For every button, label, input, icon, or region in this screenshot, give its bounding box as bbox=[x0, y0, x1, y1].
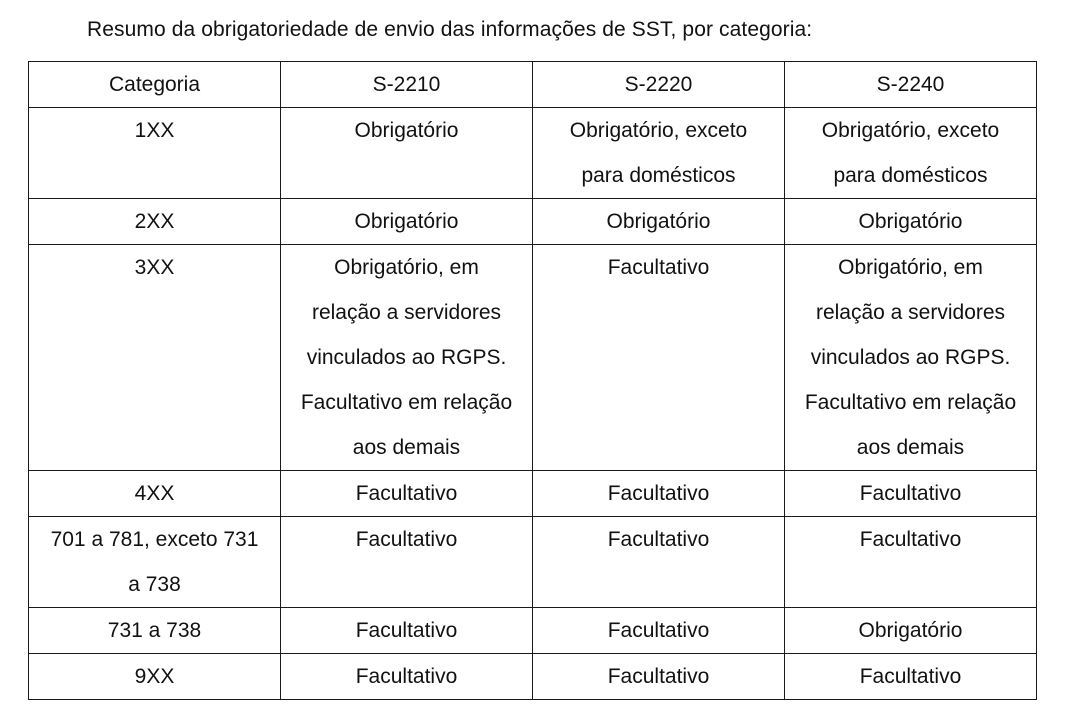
table-row bbox=[29, 199, 1037, 245]
cell-s2210: Facultativo bbox=[281, 608, 533, 654]
cell-s2210: Obrigatório, em relação a servidores vinculados ao RGPS. Facultativo em relação aos demais bbox=[281, 245, 533, 471]
table-row bbox=[29, 245, 1037, 471]
document-title: Resumo da obrigatoriedade de envio das informações de SST, por categoria: bbox=[87, 18, 813, 41]
table-row bbox=[29, 517, 1037, 608]
header-categoria: Categoria bbox=[29, 62, 281, 108]
cell-s2240: Facultativo bbox=[785, 471, 1037, 517]
cell-s2240: Facultativo bbox=[785, 654, 1037, 700]
header-s2210: S-2210 bbox=[281, 62, 533, 108]
cell-categoria: 731 a 738 bbox=[29, 608, 281, 654]
table-row bbox=[29, 608, 1037, 654]
cell-s2210: Obrigatório bbox=[281, 108, 533, 199]
cell-s2220: Facultativo bbox=[533, 471, 785, 517]
header-s2240: S-2240 bbox=[785, 62, 1037, 108]
table-row bbox=[29, 654, 1037, 700]
cell-s2220: Facultativo bbox=[533, 517, 785, 608]
cell-categoria: 2XX bbox=[29, 199, 281, 245]
cell-s2240: Obrigatório, em relação a servidores vinculados ao RGPS. Facultativo em relação aos demais bbox=[785, 245, 1037, 471]
table-header-row bbox=[29, 62, 1037, 108]
cell-s2210: Facultativo bbox=[281, 517, 533, 608]
cell-s2210: Facultativo bbox=[281, 654, 533, 700]
cell-s2210: Facultativo bbox=[281, 471, 533, 517]
cell-s2210: Obrigatório bbox=[281, 199, 533, 245]
cell-categoria: 1XX bbox=[29, 108, 281, 199]
cell-categoria: 9XX bbox=[29, 654, 281, 700]
cell-categoria: 3XX bbox=[29, 245, 281, 471]
cell-s2220: Obrigatório, exceto para domésticos bbox=[533, 108, 785, 199]
sst-summary-table bbox=[28, 61, 1037, 700]
cell-categoria: 701 a 781, exceto 731 a 738 bbox=[29, 517, 281, 608]
cell-categoria: 4XX bbox=[29, 471, 281, 517]
cell-s2220: Facultativo bbox=[533, 654, 785, 700]
cell-s2220: Obrigatório bbox=[533, 199, 785, 245]
header-s2220: S-2220 bbox=[533, 62, 785, 108]
cell-s2240: Facultativo bbox=[785, 517, 1037, 608]
table-row bbox=[29, 471, 1037, 517]
cell-s2240: Obrigatório bbox=[785, 608, 1037, 654]
cell-s2220: Facultativo bbox=[533, 245, 785, 471]
table-row bbox=[29, 108, 1037, 199]
cell-s2240: Obrigatório, exceto para domésticos bbox=[785, 108, 1037, 199]
cell-s2240: Obrigatório bbox=[785, 199, 1037, 245]
cell-s2220: Facultativo bbox=[533, 608, 785, 654]
